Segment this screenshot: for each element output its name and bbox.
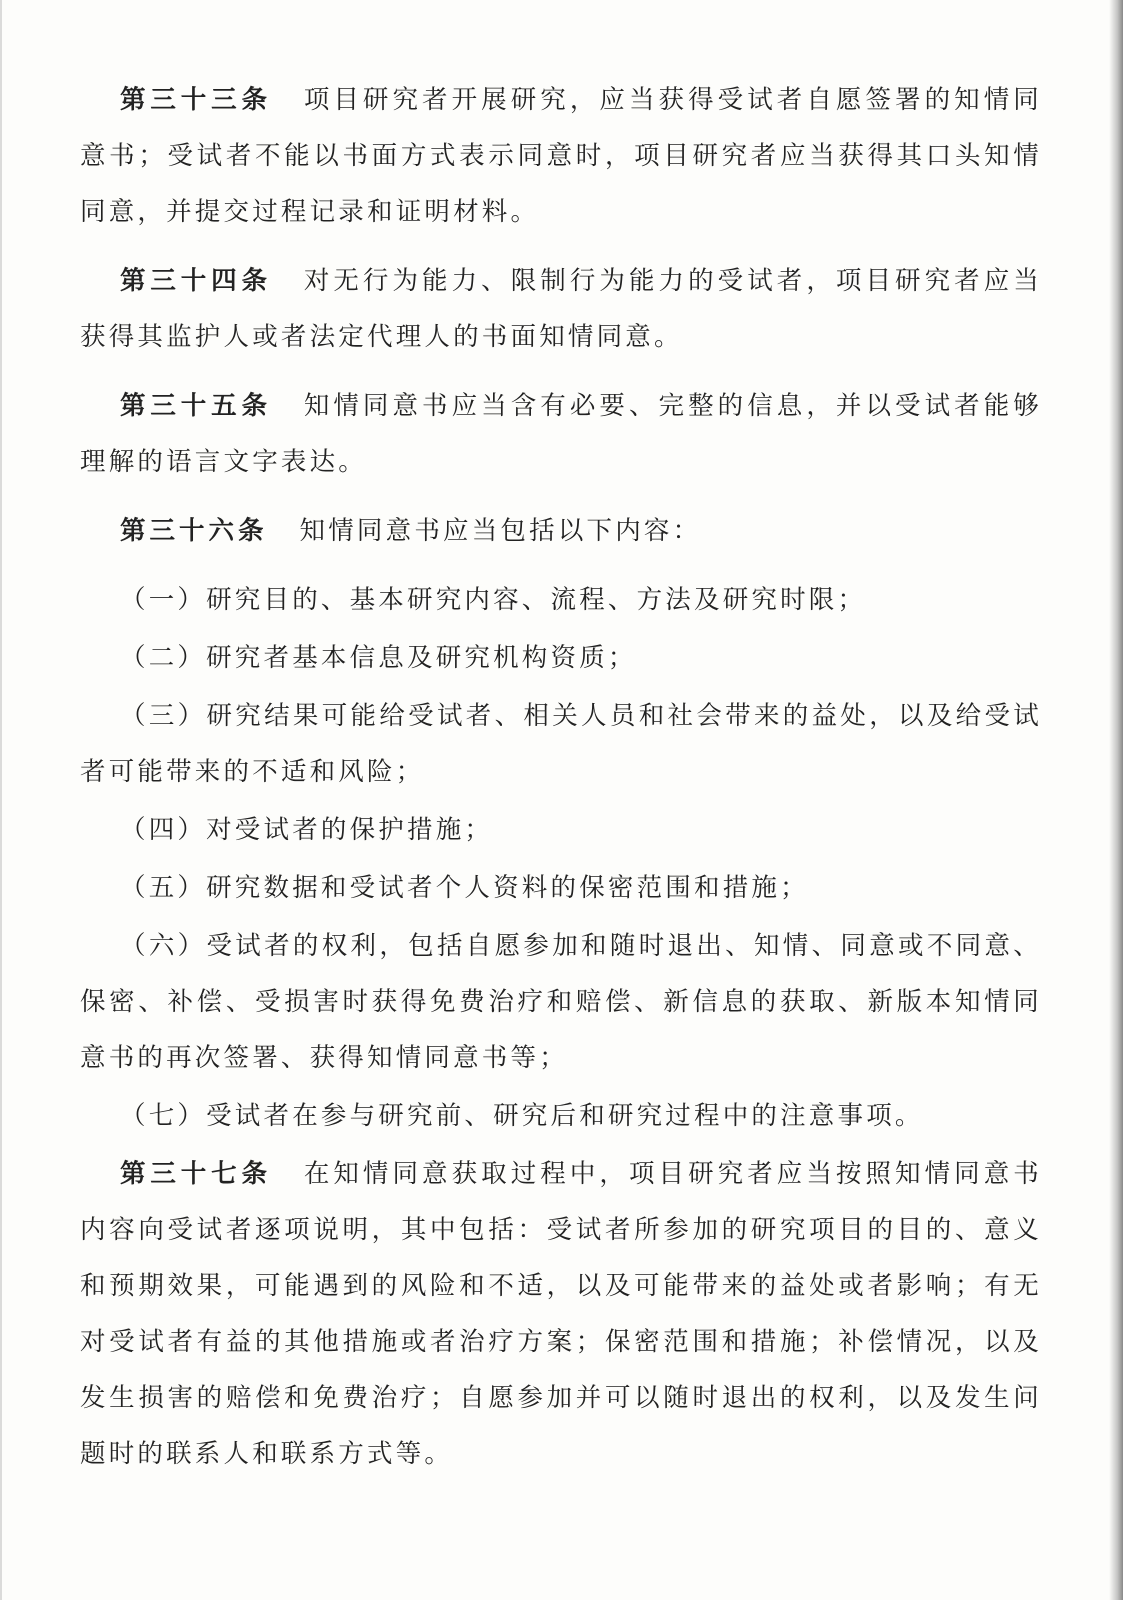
article-34 bbox=[80, 253, 1042, 365]
list-item-6: （六）受试者的权利，包括自愿参加和随时退出、知情、同意或不同意、保密、补偿、受损害时获得免费治疗和赔偿、新信息的获取、新版本知情同意书的再次签署、获得知情同意书等； bbox=[80, 931, 1042, 1073]
list-item-3: （三）研究结果可能给受试者、相关人员和社会带来的益处，以及给受试者可能带来的不适和风险； bbox=[80, 701, 1042, 787]
article-35 bbox=[80, 378, 1042, 490]
list-item-2: （二）研究者基本信息及研究机构资质； bbox=[120, 643, 637, 673]
scan-left-edge bbox=[0, 0, 2, 1600]
article-text: 知情同意书应当含有必要、完整的信息，并以受试者能够理解的语言文字表达。 bbox=[80, 391, 1042, 477]
list-item-1: （一）研究目的、基本研究内容、流程、方法及研究时限； bbox=[120, 585, 867, 615]
article-text: 在知情同意获取过程中，项目研究者应当按照知情同意书内容向受试者逐项说明，其中包括：受试者所参加的研究项目的目的、意义和预期效果，可能遇到的风险和不适，以及可能带来的益处或者影响；有无对受试者有益的其他措施或者治疗方案；保密范围和措施；补偿情况，以及发生损害的赔偿和免费治疗；自愿参加并可以随时退出的权利，以及发生问题时的联系人和联系方式等。 bbox=[80, 1159, 1042, 1469]
article-text: 对无行为能力、限制行为能力的受试者，项目研究者应当获得其监护人或者法定代理人的书面知情同意。 bbox=[80, 266, 1042, 352]
article-number: 第三十三条 bbox=[120, 85, 272, 115]
list-item-7: （七）受试者在参与研究前、研究后和研究过程中的注意事项。 bbox=[120, 1101, 924, 1131]
article-number: 第三十五条 bbox=[120, 391, 272, 421]
article-number: 第三十七条 bbox=[120, 1159, 272, 1189]
article-36 bbox=[80, 503, 1042, 559]
article-text: 项目研究者开展研究，应当获得受试者自愿签署的知情同意书；受试者不能以书面方式表示同意时，项目研究者应当获得其口头知情同意，并提交过程记录和证明材料。 bbox=[80, 85, 1042, 227]
article-33 bbox=[80, 72, 1042, 240]
scan-right-edge-shadow bbox=[1109, 0, 1123, 1600]
list-item-4: （四）对受试者的保护措施； bbox=[120, 815, 494, 845]
article-text: 知情同意书应当包括以下内容： bbox=[299, 516, 702, 546]
document-page bbox=[80, 72, 1042, 1495]
article-37 bbox=[80, 1146, 1042, 1482]
article-number: 第三十六条 bbox=[120, 516, 268, 546]
list-item-5: （五）研究数据和受试者个人资料的保密范围和措施； bbox=[120, 873, 809, 903]
article-number: 第三十四条 bbox=[120, 266, 272, 296]
